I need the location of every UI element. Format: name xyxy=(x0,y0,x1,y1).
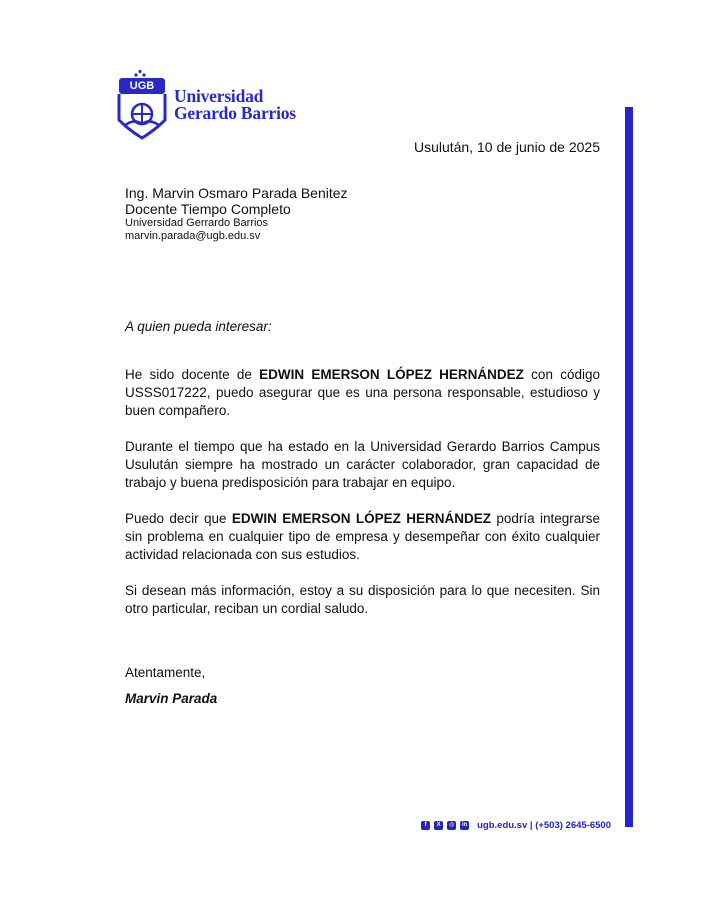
salutation: A quien pueda interesar: xyxy=(125,319,272,334)
letter-body xyxy=(125,366,600,636)
linkedin-icon[interactable]: in xyxy=(461,821,468,828)
paragraph-4: Si desean más información, estoy a su disposición para lo que necesiten. Sin otro particular, reciban un cordial saludo. xyxy=(125,583,600,616)
student-name: EDWIN EMERSON LÓPEZ HERNÁNDEZ xyxy=(259,367,524,382)
paragraph-3-start: Puedo decir que xyxy=(125,511,232,526)
recipient-block xyxy=(125,185,348,243)
recipient-position: Docente Tiempo Completo xyxy=(125,201,291,217)
instagram-icon[interactable]: ◎ xyxy=(448,821,455,828)
ugb-logo xyxy=(116,68,306,144)
footer-contact xyxy=(421,819,611,831)
paragraph-2: Durante el tiempo que ha estado en la Universidad Gerardo Barrios Campus Usulután siempre ha mostrado un carácter colaborador, gran capacidad de trabajo y buena predisposición para trabajar en equipo. xyxy=(125,439,600,490)
recipient-email: marvin.parada@ugb.edu.sv xyxy=(125,230,261,242)
signer-name: Marvin Parada xyxy=(125,691,218,706)
ugb-abbr: UGB xyxy=(129,80,155,92)
student-name-repeat: EDWIN EMERSON LÓPEZ HERNÁNDEZ xyxy=(231,511,491,526)
recipient-name: Ing. Marvin Osmaro Parada Benitez xyxy=(125,185,348,201)
paragraph-1-start: He sido docente de xyxy=(125,367,260,382)
facebook-icon[interactable]: f xyxy=(421,821,430,830)
paragraph-1 xyxy=(125,366,600,420)
university-name-line2: Gerardo Barrios xyxy=(174,103,296,123)
paragraph-3 xyxy=(125,510,600,564)
letter-date: Usulután, 10 de junio de 2025 xyxy=(413,139,600,155)
brand-side-bar xyxy=(625,107,633,827)
recipient-institution: Universidad Gerrardo Barrios xyxy=(125,217,269,229)
university-name-line1: Universidad xyxy=(174,86,264,106)
paragraph-3-end: podría integrarse sin problema en cualquier tipo de empresa y desempeñar con éxito cualquier actividad relacionada con sus estudios. xyxy=(125,511,600,562)
paragraph-1-end: con código USSS017222, puedo asegurar que es una persona responsable, estudioso y buen compañero. xyxy=(125,367,600,418)
university-name xyxy=(174,88,296,122)
x-icon[interactable]: X xyxy=(434,821,443,830)
closing: Atentamente, xyxy=(125,665,206,680)
footer-contact-text[interactable]: ugb.edu.sv | (+503) 2645-6500 xyxy=(477,819,611,831)
